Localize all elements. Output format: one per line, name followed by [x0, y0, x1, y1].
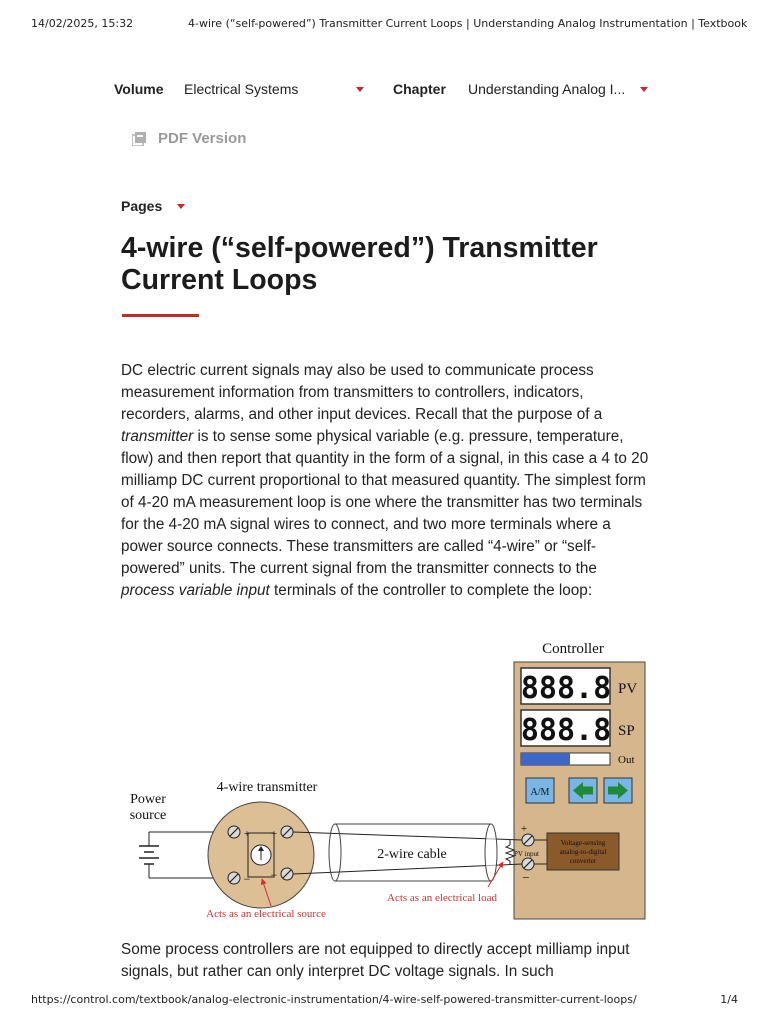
auto-manual-button-label: A/M	[530, 787, 550, 798]
source-annotation: Acts as an electrical source	[206, 908, 326, 920]
sp-label: SP	[618, 723, 635, 739]
pages-chevron-down-icon[interactable]	[177, 204, 185, 209]
output-bar-fill	[521, 753, 570, 765]
svg-text:+: +	[243, 828, 251, 840]
pdf-version-label: PDF Version	[158, 130, 247, 147]
volume-select[interactable]: Electrical Systems	[184, 81, 299, 97]
print-page-number: 1/4	[720, 993, 738, 1006]
transmitter-title: 4-wire transmitter	[216, 780, 318, 795]
current-loop-diagram	[121, 636, 649, 924]
out-label: Out	[618, 754, 635, 766]
pdf-version-link[interactable]	[132, 130, 246, 147]
svg-text:+: +	[270, 828, 278, 840]
print-url: https://control.com/textbook/analog-electronic-instrumentation/4-wire-self-powered-transmitter-current-loops/	[31, 993, 637, 1006]
volume-chevron-down-icon[interactable]	[356, 87, 364, 92]
title-underline	[122, 314, 199, 317]
controller-title: Controller	[542, 641, 604, 657]
svg-text:Voltage-sensing: Voltage-sensing	[560, 839, 606, 847]
pages-select[interactable]: Pages	[121, 198, 163, 214]
paragraph-intro: DC electric current signals may also be used to communicate process measurement information from transmitters to controllers, indicators, recorders, alarms, and other input devices. Recall that the purpose of a transmitter is to sense some physical variable (e.g. pressure, temperature, flow) and then report that quantity in the form of a signal, in this case a 4 to 20 milliamp DC current proportional to that measured quantity. The simplest form of 4-20 mA measurement loop is one where the transmitter has two terminals for the 4-20 mA signal wires to connect, and two more terminals where a power source connects. These transmitters are called “4-wire” or “self-powered” units. The current signal from the transmitter connects to the process variable input terminals of the controller to complete the loop:	[121, 362, 649, 599]
load-annotation: Acts as an electrical load	[387, 892, 497, 904]
pv-minus-label: −	[522, 870, 530, 885]
sp-display-digits: 888.8	[520, 713, 612, 748]
chapter-select[interactable]: Understanding Analog I...	[468, 81, 626, 97]
svg-text:source: source	[129, 808, 167, 823]
volume-label: Volume	[114, 81, 164, 97]
pdf-icon	[132, 132, 146, 146]
pv-display-digits: 888.8	[520, 671, 612, 706]
chapter-chevron-down-icon[interactable]	[640, 87, 648, 92]
cable-label: 2-wire cable	[377, 847, 447, 862]
svg-text:−: −	[243, 872, 251, 886]
svg-text:−: −	[270, 868, 278, 882]
page-title: 4-wire (“self-powered”) Transmitter Current Loops	[121, 232, 598, 296]
print-doc-title: 4-wire (“self-powered”) Transmitter Current Loops | Understanding Analog Instrumentation | Textbook	[188, 17, 748, 30]
pv-label: PV	[618, 681, 638, 697]
pv-plus-label: +	[520, 823, 528, 835]
chapter-label: Chapter	[393, 81, 446, 97]
svg-text:analog-to-digital: analog-to-digital	[559, 848, 607, 856]
power-source-label: Power	[130, 792, 166, 807]
pv-input-label: PV input	[514, 850, 539, 858]
paragraph-voltage-inputs: Some process controllers are not equipped to directly accept milliamp input signals, but rather can only interpret DC voltage signals. In such	[121, 941, 630, 980]
print-datetime: 14/02/2025, 15:32	[31, 17, 134, 30]
svg-text:converter: converter	[569, 857, 597, 865]
